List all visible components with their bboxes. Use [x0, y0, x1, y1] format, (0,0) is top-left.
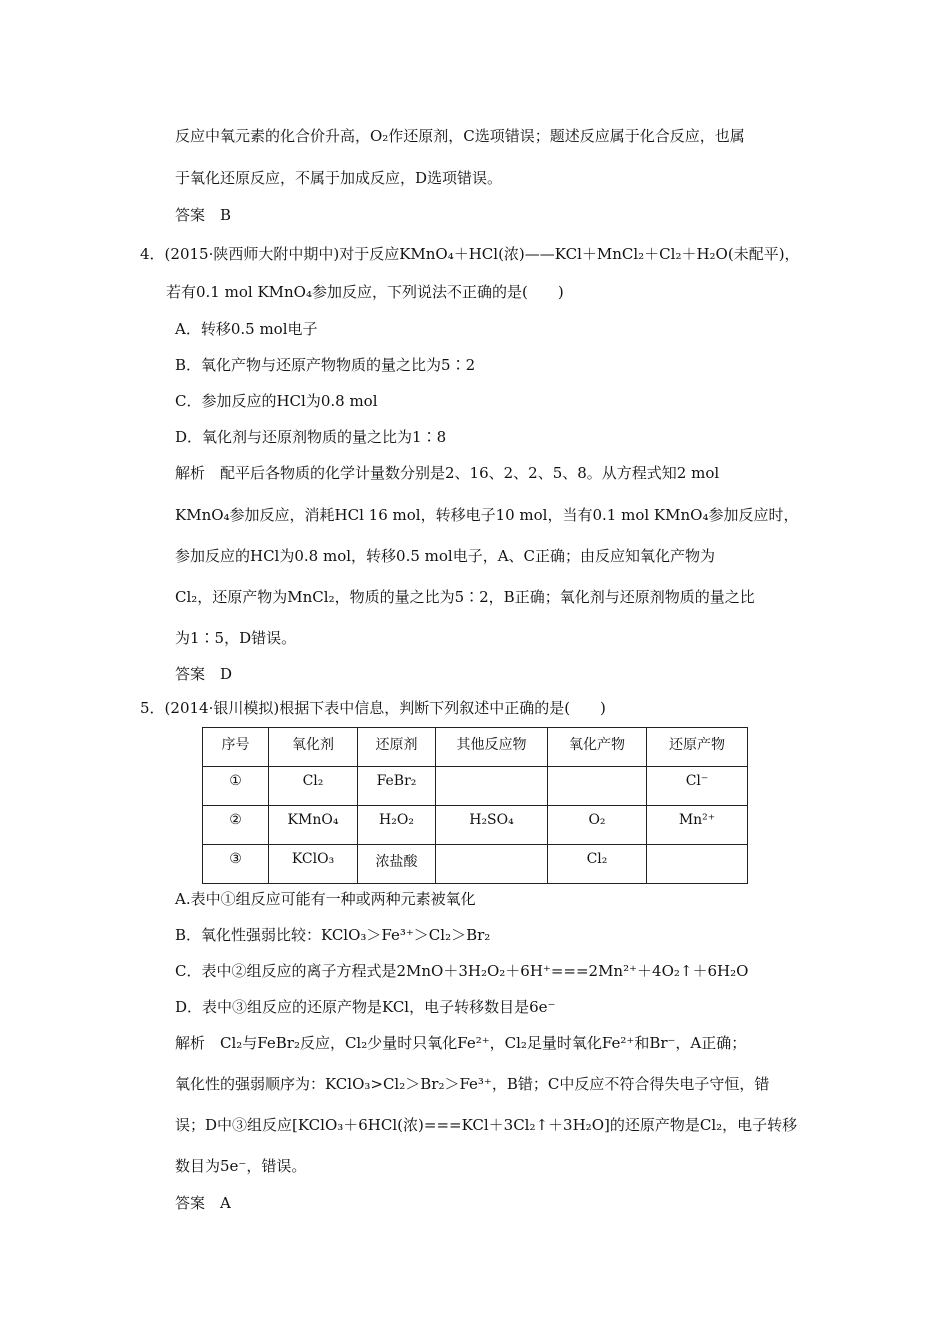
table-header-cell: 氧化剂 — [269, 728, 358, 767]
option-c: C．参加反应的HCl为0.8 mol — [175, 392, 378, 410]
explanation-line: 为1∶5，D错误。 — [175, 629, 297, 647]
option-c: C．表中②组反应的离子方程式是2MnO＋3H₂O₂＋6H⁺===2Mn²⁺＋4O₂↑＋6H₂O — [175, 962, 749, 980]
table-cell: FeBr₂ — [358, 767, 436, 806]
table-row — [203, 845, 748, 884]
table-header-cell: 还原产物 — [647, 728, 748, 767]
table-cell — [436, 845, 548, 884]
explanation-line: Cl₂，还原产物为MnCl₂，物质的量之比为5∶2，B正确；氧化剂与还原剂物质的量之比 — [175, 588, 755, 606]
table-row — [203, 767, 748, 806]
table-header-cell: 氧化产物 — [548, 728, 647, 767]
table-cell: Mn²⁺ — [647, 806, 748, 845]
table-cell: Cl₂ — [548, 845, 647, 884]
option-b: B．氧化性强弱比较：KClO₃＞Fe³⁺＞Cl₂＞Br₂ — [175, 926, 491, 944]
table-header-cell: 其他反应物 — [436, 728, 548, 767]
table-cell: ③ — [203, 845, 269, 884]
option-b: B．氧化产物与还原产物物质的量之比为5∶2 — [175, 356, 476, 374]
answer-line: 答案 D — [175, 665, 233, 683]
explanation-line: 数目为5e⁻，错误。 — [175, 1157, 307, 1175]
table-cell: O₂ — [548, 806, 647, 845]
table-cell: KMnO₄ — [269, 806, 358, 845]
answer-line: 答案 A — [175, 1194, 231, 1212]
table-cell — [548, 767, 647, 806]
question-5-stem: 5．(2014·银川模拟)根据下表中信息，判断下列叙述中正确的是( ) — [140, 699, 606, 717]
table-cell: 浓盐酸 — [358, 845, 436, 884]
info-table — [202, 727, 748, 884]
explanation-line: 解析 Cl₂与FeBr₂反应，Cl₂少量时只氧化Fe²⁺，Cl₂足量时氧化Fe²⁺和Br⁻，A正确； — [175, 1034, 747, 1052]
explanation-line: KMnO₄参加反应，消耗HCl 16 mol，转移电子10 mol，当有0.1 mol KMnO₄参加反应时， — [175, 506, 799, 524]
explanation-line: 解析 配平后各物质的化学计量数分别是2、16、2、2、5、8。从方程式知2 mol — [175, 464, 720, 482]
table-cell: KClO₃ — [269, 845, 358, 884]
table-header-cell: 还原剂 — [358, 728, 436, 767]
text-line: 反应中氧元素的化合价升高，O₂作还原剂，C选项错误；题述反应属于化合反应，也属 — [175, 127, 745, 145]
text-line: 于氧化还原反应，不属于加成反应，D选项错误。 — [175, 169, 503, 187]
option-d: D．氧化剂与还原剂物质的量之比为1∶8 — [175, 428, 447, 446]
explanation-line: 误；D中③组反应[KClO₃＋6HCl(浓)===KCl＋3Cl₂↑＋3H₂O]的还原产物是Cl₂，电子转移 — [175, 1116, 798, 1134]
option-a: A.表中①组反应可能有一种或两种元素被氧化 — [175, 890, 476, 908]
table-cell: ② — [203, 806, 269, 845]
option-a: A．转移0.5 mol电子 — [175, 320, 318, 338]
table-cell — [647, 845, 748, 884]
answer-line: 答案 B — [175, 206, 232, 224]
table-cell: Cl₂ — [269, 767, 358, 806]
question-4-stem: 若有0.1 mol KMnO₄参加反应，下列说法不正确的是( ) — [166, 283, 564, 301]
table-row — [203, 806, 748, 845]
explanation-line: 氧化性的强弱顺序为：KClO₃>Cl₂＞Br₂＞Fe³⁺，B错；C中反应不符合得失电子守恒，错 — [175, 1075, 770, 1093]
question-4-stem: 4．(2015·陕西师大附中期中)对于反应KMnO₄＋HCl(浓)——KCl＋MnCl₂＋Cl₂＋H₂O(未配平)， — [140, 245, 800, 263]
option-d: D．表中③组反应的还原产物是KCl，电子转移数目是6e⁻ — [175, 998, 556, 1016]
table-header-cell: 序号 — [203, 728, 269, 767]
table-cell: H₂O₂ — [358, 806, 436, 845]
table-cell — [436, 767, 548, 806]
explanation-line: 参加反应的HCl为0.8 mol，转移0.5 mol电子，A、C正确；由反应知氧化产物为 — [175, 547, 716, 565]
table-header-row — [203, 728, 748, 767]
table-cell: H₂SO₄ — [436, 806, 548, 845]
table-cell: ① — [203, 767, 269, 806]
table-cell: Cl⁻ — [647, 767, 748, 806]
